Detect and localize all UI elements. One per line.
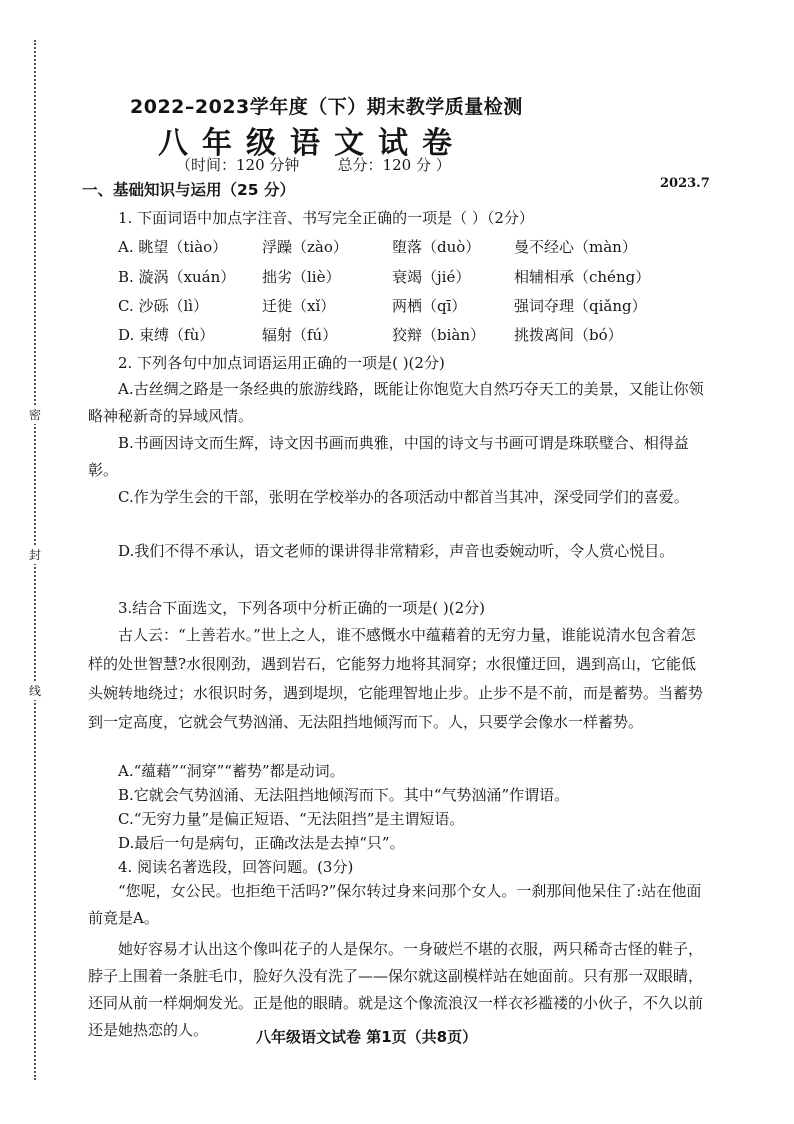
q1-d-1: D. 束缚（fù）: [118, 326, 215, 344]
q3-option-c: C.“无穷力量”是偏正短语、“无法阻挡”是主谓短语。: [118, 810, 465, 828]
q2-option-c: C.作为学生会的干部，张明在学校举办的各项活动中都首当其冲，深受同学们的喜爱。: [118, 488, 689, 506]
q1-a-2: 浮躁（zào）: [262, 238, 348, 256]
q3-option-a: A.“蕴藉”“洞穿”“蓄势”都是动词。: [118, 762, 345, 780]
binding-mark-xian: 线: [24, 682, 46, 700]
q4-stem: 4. 阅读名著选段，回答问题。(3分): [118, 858, 354, 876]
page-footer: 八年级语文试卷 第1页（共8页）: [256, 1028, 478, 1046]
exam-header: 2022–2023学年度（下）期末教学质量检测: [130, 96, 523, 118]
q1-c-3: 两栖（qī）: [392, 297, 467, 315]
q1-d-2: 辐射（fú）: [262, 326, 338, 344]
q1-c-1: C. 沙砾（lì）: [118, 297, 209, 315]
q2-option-d: D.我们不得不承认，语文老师的课讲得非常精彩，声音也委婉动听，令人赏心悦目。: [118, 542, 675, 560]
q2-option-a: A.古丝绸之路是一条经典的旅游线路，既能让你饱览大自然巧夺天工的美景，又能让你领略神秘新奇的异域风情。: [88, 380, 704, 425]
q1-b-3: 衰竭（jié）: [392, 268, 471, 286]
q3-option-b: B.它就会气势汹涌、无法阻挡地倾泻而下。其中“气势汹涌”作谓语。: [118, 786, 570, 804]
q1-d-3: 狡辩（biàn）: [392, 326, 486, 344]
q1-b-4: 相辅相承（chéng）: [514, 268, 651, 286]
binding-mark-feng: 封: [24, 546, 46, 564]
q1-d-4: 挑拨离间（bó）: [514, 326, 623, 344]
q3-stem: 3.结合下面选文，下列各项中分析正确的一项是( )(2分): [118, 599, 486, 617]
exam-date: 2023.7: [660, 176, 710, 191]
q2-option-b: B.书画因诗文而生辉，诗文因书画而典雅，中国的诗文与书画可谓是珠联璧合、相得益彰。: [88, 434, 689, 479]
binding-mark-mi: 密: [24, 406, 46, 424]
q4-paragraph-1: “您呢，女公民。也拒绝干活吗?”保尔转过身来问那个女人。一刹那间他呆住了:站在他面前竟是A。: [88, 882, 702, 927]
q1-b-2: 拙劣（liè）: [262, 268, 341, 286]
q1-stem: 1. 下面词语中加点字注音、书写完全正确的一项是（ ）（2分）: [118, 209, 534, 227]
q1-a-1: A. 眺望（tiào）: [118, 238, 228, 256]
q3-option-d: D.最后一句是病句，正确改法是去掉“只”。: [118, 834, 405, 852]
q1-a-4: 曼不经心（màn）: [514, 238, 637, 256]
q3-passage: 古人云：“上善若水。”世上之人，谁不感慨水中蕴藉着的无穷力量，谁能说清水包含着怎样的处世智慧?水很刚劲，遇到岩石，它能努力地将其洞穿；水很懂迂回，遇到高山，它能低头婉转地绕过；水很识时务，遇到堤坝，它能理智地止步。止步不是不前，而是蓄势。当蓄势到一定高度，它就会气势汹涌、无法阻挡地倾泻而下。人，只要学会像水一样蓄势。: [88, 626, 704, 731]
q2-stem: 2. 下列各句中加点词语运用正确的一项是( )(2分): [118, 354, 445, 372]
q4-paragraph-2: 她好容易才认出这个像叫花子的人是保尔。一身破烂不堪的衣服，两只稀奇古怪的鞋子，脖子上围着一条脏毛巾，脸好久没有洗了——保尔就这副模样站在她面前。只有那一双眼睛，还同从前一样炯炯发光。正是他的眼睛。就是这个像流浪汉一样衣衫褴褛的小伙子，不久以前还是她热恋的人。: [88, 940, 704, 1039]
time-score-info: （时间：120 分钟 总分：120 分 ）: [176, 156, 451, 174]
q1-b-1: B. 漩涡（xuán）: [118, 268, 236, 286]
q1-c-2: 迁徙（xǐ）: [262, 297, 336, 315]
q1-a-3: 堕落（duò）: [392, 238, 481, 256]
section-title: 一、基础知识与运用（25 分）: [82, 181, 295, 199]
page-title: 八年级语文试卷: [158, 126, 466, 161]
q1-c-4: 强词夺理（qiǎng）: [514, 297, 647, 315]
